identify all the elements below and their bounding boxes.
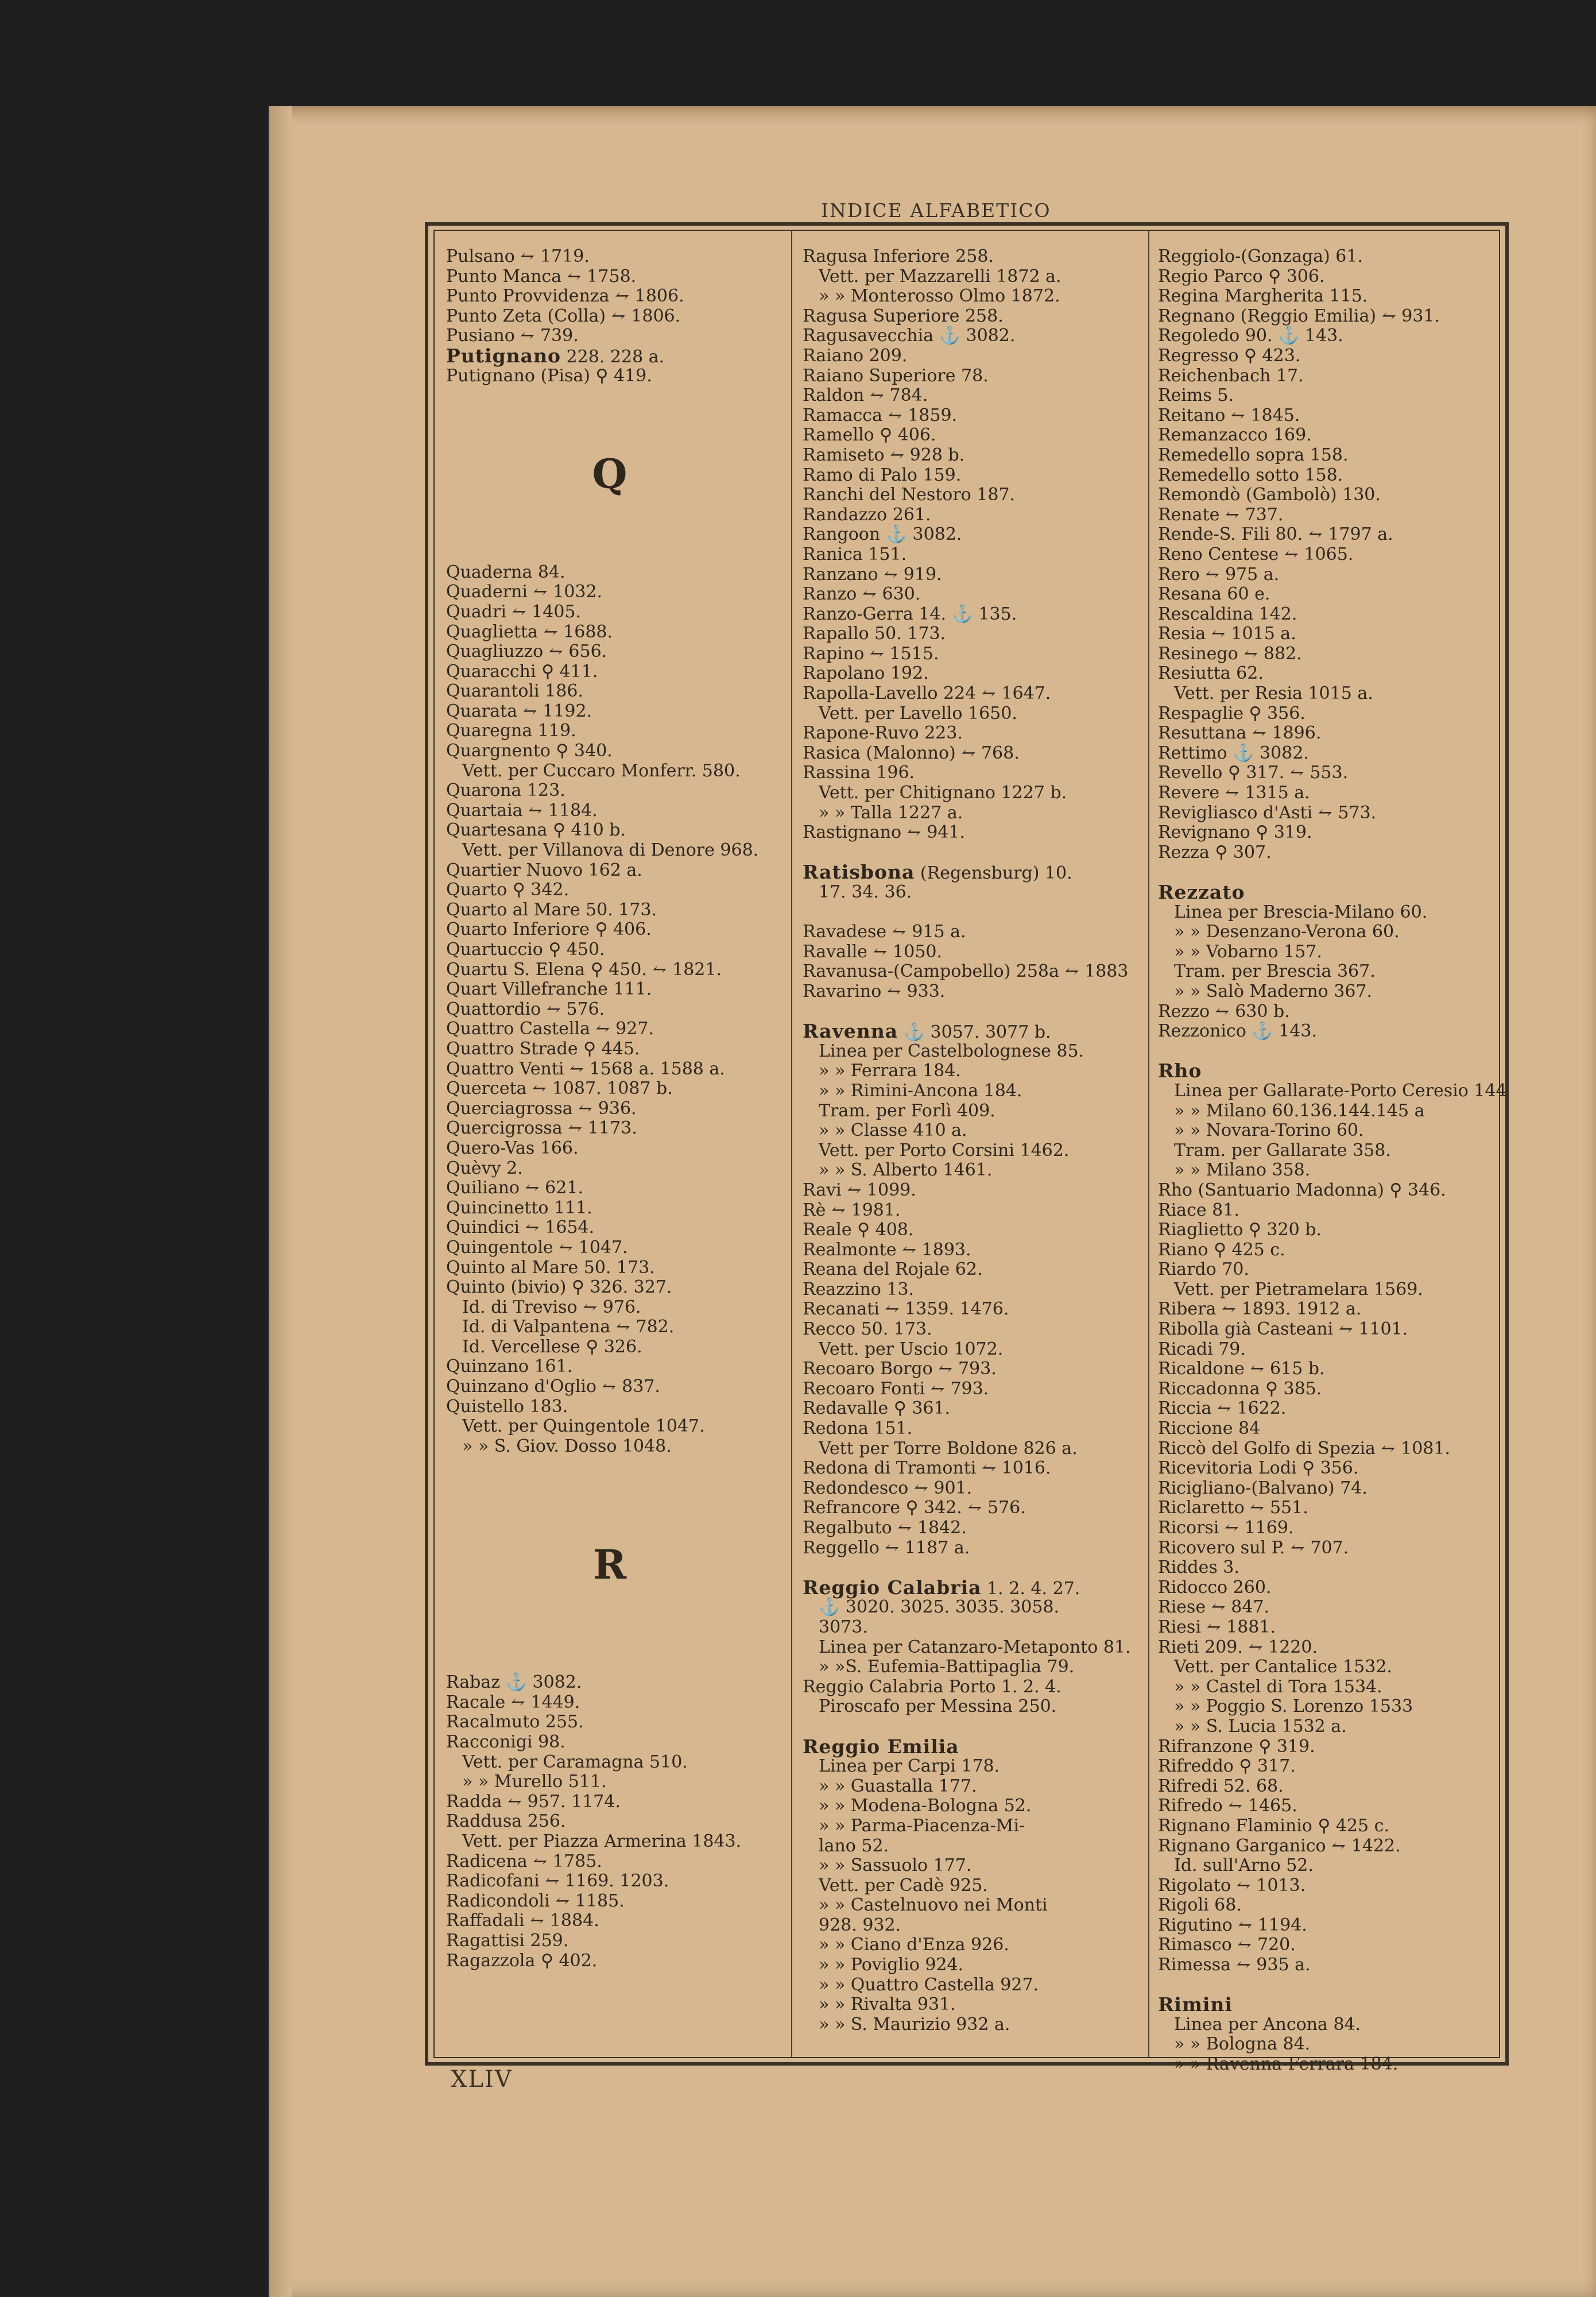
- index-entry: Rassina 196.: [803, 763, 915, 783]
- index-subentry: Tram. per Forlì 409.: [819, 1100, 995, 1121]
- section-letter: Q: [592, 450, 627, 498]
- index-subentry: Vett. per Pietramelara 1569.: [1174, 1279, 1423, 1300]
- index-subentry: » » S. Lucia 1532 a.: [1174, 1716, 1347, 1737]
- index-subentry: » » S. Giov. Dosso 1048.: [462, 1436, 672, 1456]
- index-entry: Ranchi del Nestoro 187.: [803, 485, 1016, 505]
- index-entry: Quarto Inferiore ⚲ 406.: [446, 919, 652, 940]
- spacer: [446, 1496, 773, 1517]
- index-entry: Rettimo ⚓ 3082.: [1158, 743, 1309, 763]
- spacer: [803, 1558, 1141, 1578]
- index-entry: Rignano Garganico ⥊ 1422.: [1158, 1835, 1401, 1856]
- index-subentry: » » Rivalta 931.: [819, 1994, 956, 2015]
- index-subentry: » » S. Alberto 1461.: [819, 1160, 993, 1181]
- index-entry: Revere ⥊ 1315 a.: [1158, 783, 1310, 803]
- index-entry: Quinzano 161.: [446, 1356, 573, 1377]
- index-entry: Reana del Rojale 62.: [803, 1259, 983, 1280]
- index-subentry: » » Ravenna-Ferrara 184.: [1174, 2054, 1399, 2075]
- index-entry: Rero ⥊ 975 a.: [1158, 564, 1280, 585]
- index-entry: Quartaia ⥊ 1184.: [446, 800, 598, 821]
- index-entry: Reichenbach 17.: [1158, 365, 1304, 386]
- index-subentry: Linea per Gallarate-Porto Ceresio 144: [1174, 1080, 1507, 1101]
- index-subentry: Tram. per Gallarate 358.: [1174, 1140, 1391, 1161]
- index-subentry: » » Monterosso Olmo 1872.: [819, 286, 1060, 307]
- index-entry: Quattordio ⥊ 576.: [446, 999, 605, 1019]
- index-entry: Rangoon ⚓ 3082.: [803, 524, 962, 545]
- index-subentry: Linea per Ancona 84.: [1174, 2014, 1361, 2035]
- index-entry-major: Ravenna ⚓ 3057. 3077 b.: [803, 1020, 1051, 1043]
- index-entry: Ravarino ⥊ 933.: [803, 981, 946, 1001]
- index-entry: Ragusavecchia ⚓ 3082.: [803, 326, 1016, 346]
- index-entry: Quaderna 84.: [446, 562, 565, 582]
- index-subentry: » » Salò Maderno 367.: [1174, 981, 1373, 1001]
- index-subentry: Vett. per Cuccaro Monferr. 580.: [462, 760, 741, 781]
- index-subentry: » » Ciano d'Enza 926.: [819, 1935, 1009, 1955]
- index-entry: Remanzacco 169.: [1158, 425, 1312, 446]
- index-entry: Racale ⥊ 1449.: [446, 1692, 580, 1712]
- index-entry: Riccò del Golfo di Spezia ⥊ 1081.: [1158, 1438, 1451, 1459]
- index-entry: Revignano ⚲ 319.: [1158, 822, 1312, 843]
- index-entry: Ravadese ⥊ 915 a.: [803, 922, 966, 942]
- index-entry: Regnano (Reggio Emilia) ⥊ 931.: [1158, 306, 1440, 326]
- index-entry: Ribolla già Casteani ⥊ 1101.: [1158, 1319, 1408, 1340]
- page-title: INDICE ALFABETICO: [821, 199, 1051, 222]
- index-entry: Redondesco ⥊ 901.: [803, 1478, 973, 1498]
- index-entry: Randazzo 261.: [803, 504, 931, 525]
- index-subentry: Vett. per Villanova di Denore 968.: [462, 840, 759, 861]
- index-subentry: Vett per Torre Boldone 826 a.: [819, 1438, 1078, 1459]
- spacer: [446, 1633, 773, 1653]
- index-entry: Rezza ⚲ 307.: [1158, 842, 1272, 863]
- index-entry: Ricorsi ⥊ 1169.: [1158, 1518, 1294, 1538]
- index-subentry: 928. 932.: [819, 1915, 901, 1935]
- index-entry: Rigutino ⥊ 1194.: [1158, 1915, 1307, 1935]
- index-entry: Racalmuto 255.: [446, 1712, 584, 1733]
- index-entry: Riccione 84: [1158, 1418, 1261, 1439]
- index-subentry: » » Sassuolo 177.: [819, 1855, 972, 1876]
- index-subentry: » » Rimini-Ancona 184.: [819, 1080, 1022, 1101]
- index-entry: Regoledo 90. ⚓ 143.: [1158, 326, 1343, 346]
- index-entry: Redona di Tramonti ⥊ 1016.: [803, 1458, 1051, 1479]
- index-column-2: [803, 247, 1141, 2035]
- index-entry: Ranzo ⥊ 630.: [803, 584, 921, 605]
- index-subentry: Vett. per Lavello 1650.: [819, 703, 1017, 724]
- index-subentry: Id. di Treviso ⥊ 976.: [462, 1297, 641, 1317]
- spacer: [446, 406, 773, 426]
- index-subentry: Id. Vercellese ⚲ 326.: [462, 1336, 642, 1357]
- index-entry: Riace 81.: [1158, 1200, 1239, 1220]
- index-entry: Quartier Nuovo 162 a.: [446, 860, 642, 880]
- index-subentry: Vett. per Chitignano 1227 b.: [819, 783, 1067, 803]
- index-entry: Rifredi 52. 68.: [1158, 1776, 1284, 1796]
- spacer: [803, 843, 1141, 863]
- index-entry: Refrancore ⚲ 342. ⥊ 576.: [803, 1498, 1026, 1518]
- index-column-1: [446, 247, 773, 1971]
- index-entry: Quattro Venti ⥊ 1568 a. 1588 a.: [446, 1058, 725, 1079]
- index-subentry: Vett. per Quingentole 1047.: [462, 1416, 705, 1437]
- index-entry: Remondò (Gambolò) 130.: [1158, 485, 1381, 505]
- index-entry-major: Ratisbona (Regensburg) 10.: [803, 861, 1072, 884]
- index-entry: Rasica (Malonno) ⥊ 768.: [803, 743, 1020, 763]
- index-entry: Ricevitoria Lodi ⚲ 356.: [1158, 1458, 1359, 1479]
- index-column-3: [1158, 246, 1507, 2075]
- spacer: [446, 426, 773, 446]
- index-entry: Querceta ⥊ 1087. 1087 b.: [446, 1078, 673, 1099]
- index-subentry: » » Milano 60.136.144.145 a: [1174, 1100, 1425, 1121]
- index-entry: Quinzano d'Oglio ⥊ 837.: [446, 1376, 660, 1397]
- index-entry: Radda ⥊ 957. 1174.: [446, 1791, 621, 1812]
- index-subentry: » » Murello 511.: [462, 1772, 607, 1792]
- index-entry: Ravi ⥊ 1099.: [803, 1180, 916, 1200]
- index-entry: Remedello sotto 158.: [1158, 465, 1343, 485]
- index-entry: Quarto ⚲ 342.: [446, 880, 570, 900]
- index-entry-major: [803, 1737, 1141, 1757]
- major-place-name: Rezzato: [1158, 881, 1245, 903]
- index-entry: Revello ⚲ 317. ⥊ 553.: [1158, 763, 1349, 783]
- index-entry: Ricovero sul P. ⥊ 707.: [1158, 1537, 1349, 1558]
- index-subentry: » » Ferrara 184.: [819, 1061, 961, 1081]
- index-entry: Ragusa Inferiore 258.: [803, 246, 994, 266]
- index-subentry: » » Castelnuovo nei Monti: [819, 1895, 1048, 1916]
- column-divider: [1148, 231, 1149, 2057]
- index-entry: Querciagrossa ⥊ 936.: [446, 1098, 637, 1119]
- index-entry: Resuttana ⥊ 1896.: [1158, 723, 1322, 744]
- index-entry: Riddes 3.: [1158, 1557, 1239, 1578]
- index-subentry: Vett. per Piazza Armerina 1843.: [462, 1831, 742, 1851]
- index-entry: Raiano Superiore 78.: [803, 365, 989, 386]
- index-entry: Punto Provvidenza ⥊ 1806.: [446, 286, 684, 307]
- index-entry: Regina Margherita 115.: [1158, 286, 1368, 307]
- index-entry: Ricadi 79.: [1158, 1339, 1246, 1359]
- index-entry: Quarata ⥊ 1192.: [446, 701, 592, 721]
- index-entry: Quartesana ⚲ 410 b.: [446, 820, 626, 841]
- index-entry: Quarto al Mare 50. 173.: [446, 899, 657, 920]
- index-entry: Regresso ⚲ 423.: [1158, 345, 1301, 366]
- index-entry: Quinto (bivio) ⚲ 326. 327.: [446, 1277, 672, 1298]
- index-entry: Ricigliano-(Balvano) 74.: [1158, 1478, 1368, 1498]
- index-entry: Rescaldina 142.: [1158, 604, 1297, 624]
- index-entry: Recco 50. 173.: [803, 1319, 932, 1340]
- index-subentry: Tram. per Brescia 367.: [1174, 961, 1376, 982]
- index-entry: Remedello sopra 158.: [1158, 444, 1349, 465]
- index-entry: Renate ⥊ 737.: [1158, 504, 1284, 525]
- spacer: [803, 1717, 1141, 1737]
- index-entry: Rifranzone ⚲ 319.: [1158, 1736, 1315, 1757]
- index-entry: Redona 151.: [803, 1418, 913, 1439]
- index-entry: Pulsano ⥊ 1719.: [446, 246, 590, 266]
- index-entry: Reazzino 13.: [803, 1279, 915, 1300]
- index-subentry: » » Poviglio 924.: [819, 1955, 964, 1975]
- index-entry: Quinto al Mare 50. 173.: [446, 1257, 655, 1278]
- spacer: [446, 1613, 773, 1633]
- index-entry: Quaderni ⥊ 1032.: [446, 582, 603, 602]
- index-entry: Reale ⚲ 408.: [803, 1220, 914, 1240]
- index-entry: Rignano Flaminio ⚲ 425 c.: [1158, 1815, 1390, 1836]
- index-subentry: ⚓ 3020. 3025. 3035. 3058.: [819, 1597, 1060, 1618]
- index-entry: Quartuccio ⚲ 450.: [446, 939, 605, 960]
- index-entry: Rapallo 50. 173.: [803, 624, 946, 644]
- index-subentry: Vett. per Resia 1015 a.: [1174, 683, 1373, 704]
- major-place-name: Ravenna: [803, 1020, 898, 1043]
- index-entry: Recanati ⥊ 1359. 1476.: [803, 1299, 1009, 1320]
- page-number: XLIV: [451, 2066, 513, 2093]
- index-entry: Quaregna 119.: [446, 721, 576, 741]
- index-entry: Radicondoli ⥊ 1185.: [446, 1890, 625, 1911]
- index-entry: Riese ⥊ 847.: [1158, 1597, 1270, 1618]
- index-entry: Quartu S. Elena ⚲ 450. ⥊ 1821.: [446, 959, 722, 980]
- spacer: [446, 1476, 773, 1496]
- index-entry: Rimasco ⥊ 720.: [1158, 1935, 1296, 1955]
- index-entry: Quadri ⥊ 1405.: [446, 601, 582, 622]
- index-entry: Rigoli 68.: [1158, 1895, 1242, 1916]
- index-entry: Rastignano ⥊ 941.: [803, 822, 966, 843]
- index-entry: Punto Zeta (Colla) ⥊ 1806.: [446, 306, 681, 326]
- index-entry: Rabaz ⚓ 3082.: [446, 1672, 582, 1693]
- index-entry: Quistello 183.: [446, 1396, 568, 1417]
- index-entry: Quattro Castella ⥊ 927.: [446, 1019, 654, 1039]
- index-entry: Rezzo ⥊ 630 b.: [1158, 1001, 1290, 1022]
- major-place-name: Reggio Calabria: [803, 1576, 982, 1599]
- index-entry: Riaglietto ⚲ 320 b.: [1158, 1220, 1322, 1240]
- index-subentry: 3073.: [819, 1617, 868, 1637]
- index-entry: Quero-Vas 166.: [446, 1138, 579, 1158]
- index-subentry: Id. sull'Arno 52.: [1174, 1855, 1314, 1876]
- index-entry: Ridocco 260.: [1158, 1577, 1272, 1598]
- index-entry: Raldon ⥊ 784.: [803, 385, 928, 406]
- spacer: [446, 543, 773, 563]
- index-subentry: Vett. per Cantalice 1532.: [1174, 1657, 1392, 1677]
- index-entry: Reggiolo-(Gonzaga) 61.: [1158, 246, 1363, 266]
- spacer: [446, 503, 773, 523]
- index-subentry: » » S. Maurizio 932 a.: [819, 2014, 1010, 2035]
- spacer: [446, 523, 773, 543]
- index-entry: Racconigi 98.: [446, 1731, 565, 1752]
- spacer: [803, 1002, 1141, 1022]
- index-entry: Quiliano ⥊ 621.: [446, 1178, 583, 1198]
- index-entry: Riclaretto ⥊ 551.: [1158, 1498, 1308, 1518]
- spacer: [446, 1516, 773, 1536]
- major-place-name: Ratisbona: [803, 861, 915, 884]
- index-subentry: » »S. Eufemia-Battipaglia 79.: [819, 1657, 1075, 1677]
- index-entry: Riano ⚲ 425 c.: [1158, 1239, 1285, 1260]
- index-entry: Riardo 70.: [1158, 1259, 1249, 1280]
- index-entry: Ricaldone ⥊ 615 b.: [1158, 1359, 1325, 1379]
- index-entry: Revigliasco d'Asti ⥊ 573.: [1158, 802, 1377, 823]
- index-subentry: » » Poggio S. Lorenzo 1533: [1174, 1696, 1413, 1717]
- index-entry: Quaglietta ⥊ 1688.: [446, 621, 613, 642]
- index-entry: Quagliuzzo ⥊ 656.: [446, 641, 607, 662]
- index-entry: Ramello ⚲ 406.: [803, 425, 936, 446]
- index-entry: Reims 5.: [1158, 385, 1234, 406]
- index-entry: Rè ⥊ 1981.: [803, 1200, 901, 1220]
- index-entry-major: Reggio Calabria 1. 2. 4. 27.: [803, 1576, 1080, 1599]
- index-entry: Ramacca ⥊ 1859.: [803, 405, 958, 426]
- index-subentry: Vett. per Mazzarelli 1872 a.: [819, 266, 1062, 287]
- index-entry: Realmonte ⥊ 1893.: [803, 1239, 971, 1260]
- index-subentry: Piroscafo per Messina 250.: [819, 1696, 1057, 1717]
- spacer: [1158, 1042, 1497, 1062]
- index-entry: Quargnento ⚲ 340.: [446, 741, 613, 761]
- major-place-name: Rho: [1158, 1059, 1202, 1082]
- index-entry: Rende-S. Fili 80. ⥊ 1797 a.: [1158, 524, 1393, 545]
- index-entry: Recoaro Fonti ⥊ 793.: [803, 1378, 989, 1399]
- index-entry-major: [1158, 883, 1497, 903]
- index-entry: Rapino ⥊ 1515.: [803, 643, 939, 664]
- index-subentry: » » Desenzano-Verona 60.: [1174, 922, 1400, 942]
- index-subentry: » » Castel di Tora 1534.: [1174, 1676, 1382, 1697]
- spacer: [1158, 863, 1497, 883]
- index-entry-major: [1158, 1995, 1497, 2015]
- index-entry: Quercigrossa ⥊ 1173.: [446, 1118, 637, 1139]
- index-entry: Quarantoli 186.: [446, 681, 583, 702]
- spacer: [446, 1594, 773, 1614]
- index-entry: Rapone-Ruvo 223.: [803, 723, 963, 744]
- index-entry: Reitano ⥊ 1845.: [1158, 405, 1300, 426]
- index-entry: Regalbuto ⥊ 1842.: [803, 1518, 967, 1538]
- index-entry: Quincinetto 111.: [446, 1197, 592, 1218]
- index-subentry: » » Milano 358.: [1174, 1160, 1311, 1181]
- index-entry: Riesi ⥊ 1881.: [1158, 1617, 1276, 1637]
- index-subentry: Linea per Carpi 178.: [819, 1756, 1000, 1777]
- index-entry: Reggio Calabria Porto 1. 2. 4.: [803, 1676, 1062, 1697]
- index-subentry: » » Vobarno 157.: [1174, 941, 1322, 962]
- index-subentry: » » Classe 410 a.: [819, 1120, 967, 1141]
- index-entry: Rezzonico ⚓ 143.: [1158, 1021, 1318, 1042]
- spacer: [803, 903, 1141, 923]
- index-entry: Pusiano ⥊ 739.: [446, 326, 579, 346]
- index-entry: Quaracchi ⚲ 411.: [446, 661, 598, 682]
- spacer: [446, 1653, 773, 1673]
- index-entry: Respaglie ⚲ 356.: [1158, 703, 1306, 724]
- index-subentry: Vett. per Caramagna 510.: [462, 1751, 688, 1772]
- index-entry: Reno Centese ⥊ 1065.: [1158, 544, 1354, 564]
- index-subentry: » » Quattro Castella 927.: [819, 1974, 1039, 1995]
- index-entry: Ranica 151.: [803, 544, 907, 564]
- index-subentry: Vett. per Porto Corsini 1462.: [819, 1140, 1070, 1161]
- index-entry: Rieti 209. ⥊ 1220.: [1158, 1637, 1318, 1657]
- column-divider: [791, 231, 792, 2057]
- index-subentry: Id. di Valpantena ⥊ 782.: [462, 1317, 675, 1337]
- index-entry: Quèvy 2.: [446, 1158, 523, 1178]
- spacer: [446, 386, 773, 406]
- index-entry: Quarona 123.: [446, 780, 565, 801]
- index-entry: Ravanusa-(Campobello) 258a ⥊ 1883: [803, 961, 1129, 982]
- index-entry: Ribera ⥊ 1893. 1912 a.: [1158, 1299, 1362, 1320]
- index-entry: Ragazzola ⚲ 402.: [446, 1950, 598, 1971]
- index-entry: Ramiseto ⥊ 928 b.: [803, 444, 965, 465]
- index-entry: Recoaro Borgo ⥊ 793.: [803, 1359, 997, 1379]
- index-subentry: Linea per Catanzaro-Metaponto 81.: [819, 1637, 1131, 1657]
- index-subentry: » » Novara-Torino 60.: [1174, 1120, 1364, 1141]
- index-entry: Reggello ⥊ 1187 a.: [803, 1537, 970, 1558]
- index-entry: Punto Manca ⥊ 1758.: [446, 266, 637, 287]
- index-entry: Ragusa Superiore 258.: [803, 306, 1004, 326]
- index-subentry: Linea per Castelbolognese 85.: [819, 1041, 1084, 1061]
- index-entry: Resiutta 62.: [1158, 663, 1264, 684]
- index-subentry: » » Modena-Bologna 52.: [819, 1796, 1032, 1816]
- index-entry: Resia ⥊ 1015 a.: [1158, 624, 1296, 644]
- index-entry: Riccadonna ⚲ 385.: [1158, 1378, 1322, 1399]
- index-entry: Rapolla-Lavello 224 ⥊ 1647.: [803, 683, 1051, 704]
- index-entry: Rimessa ⥊ 935 a.: [1158, 1955, 1311, 1975]
- index-entry: Rifredo ⥊ 1465.: [1158, 1796, 1297, 1816]
- section-letter: R: [592, 1540, 627, 1588]
- major-place-name: Reggio Emilia: [803, 1735, 959, 1758]
- paper-edge: [269, 106, 292, 2297]
- index-entry: Ravalle ⥊ 1050.: [803, 941, 943, 962]
- index-entry: Radicofani ⥊ 1169. 1203.: [446, 1871, 669, 1892]
- index-entry: Rifreddo ⚲ 317.: [1158, 1756, 1296, 1777]
- index-entry: Raffadali ⥊ 1884.: [446, 1911, 599, 1931]
- index-subentry: Linea per Brescia-Milano 60.: [1174, 902, 1428, 922]
- index-entry-major: [1158, 1061, 1497, 1081]
- index-entry: Riccia ⥊ 1622.: [1158, 1398, 1287, 1419]
- index-entry: Ramo di Palo 159.: [803, 465, 962, 485]
- index-subentry: » » Bologna 84.: [1174, 2034, 1311, 2055]
- index-entry: Quindici ⥊ 1654.: [446, 1217, 595, 1238]
- index-subentry: lano 52.: [819, 1835, 889, 1856]
- major-place-name: Putignano: [446, 344, 561, 367]
- index-entry: Resana 60 e.: [1158, 584, 1270, 605]
- index-entry: Quingentole ⥊ 1047.: [446, 1237, 628, 1258]
- index-entry: Raddusa 256.: [446, 1811, 566, 1832]
- index-entry: Putignano (Pisa) ⚲ 419.: [446, 365, 652, 386]
- index-entry-major: Putignano 228. 228 a.: [446, 344, 665, 367]
- index-entry: Quart Villefranche 111.: [446, 979, 652, 1000]
- index-entry: Resinego ⥊ 882.: [1158, 643, 1302, 664]
- spacer: [1158, 1975, 1497, 1996]
- index-entry: Redavalle ⚲ 361.: [803, 1398, 951, 1419]
- spacer: [446, 1456, 773, 1476]
- index-entry: Rapolano 192.: [803, 663, 929, 684]
- index-entry: Ragattisi 259.: [446, 1930, 569, 1951]
- index-subentry: Vett. per Cadè 925.: [819, 1875, 988, 1896]
- index-entry: Quattro Strade ⚲ 445.: [446, 1038, 640, 1059]
- index-entry: Radicena ⥊ 1785.: [446, 1851, 602, 1871]
- index-entry: Regio Parco ⚲ 306.: [1158, 266, 1325, 287]
- index-entry: Ranzano ⥊ 919.: [803, 564, 942, 585]
- index-entry: Rigolato ⥊ 1013.: [1158, 1875, 1306, 1896]
- index-entry: Ranzo-Gerra 14. ⚓ 135.: [803, 604, 1017, 624]
- index-subentry: Vett. per Uscio 1072.: [819, 1339, 1004, 1359]
- index-entry: Rho (Santuario Madonna) ⚲ 346.: [1158, 1180, 1446, 1200]
- major-place-name: Rimini: [1158, 1993, 1233, 2016]
- index-entry: Raiano 209.: [803, 345, 908, 366]
- index-subentry: 17. 34. 36.: [819, 882, 912, 902]
- index-subentry: » » Parma-Piacenza-Mi-: [819, 1815, 1025, 1836]
- index-subentry: » » Guastalla 177.: [819, 1776, 977, 1796]
- index-subentry: » » Talla 1227 a.: [819, 802, 963, 823]
